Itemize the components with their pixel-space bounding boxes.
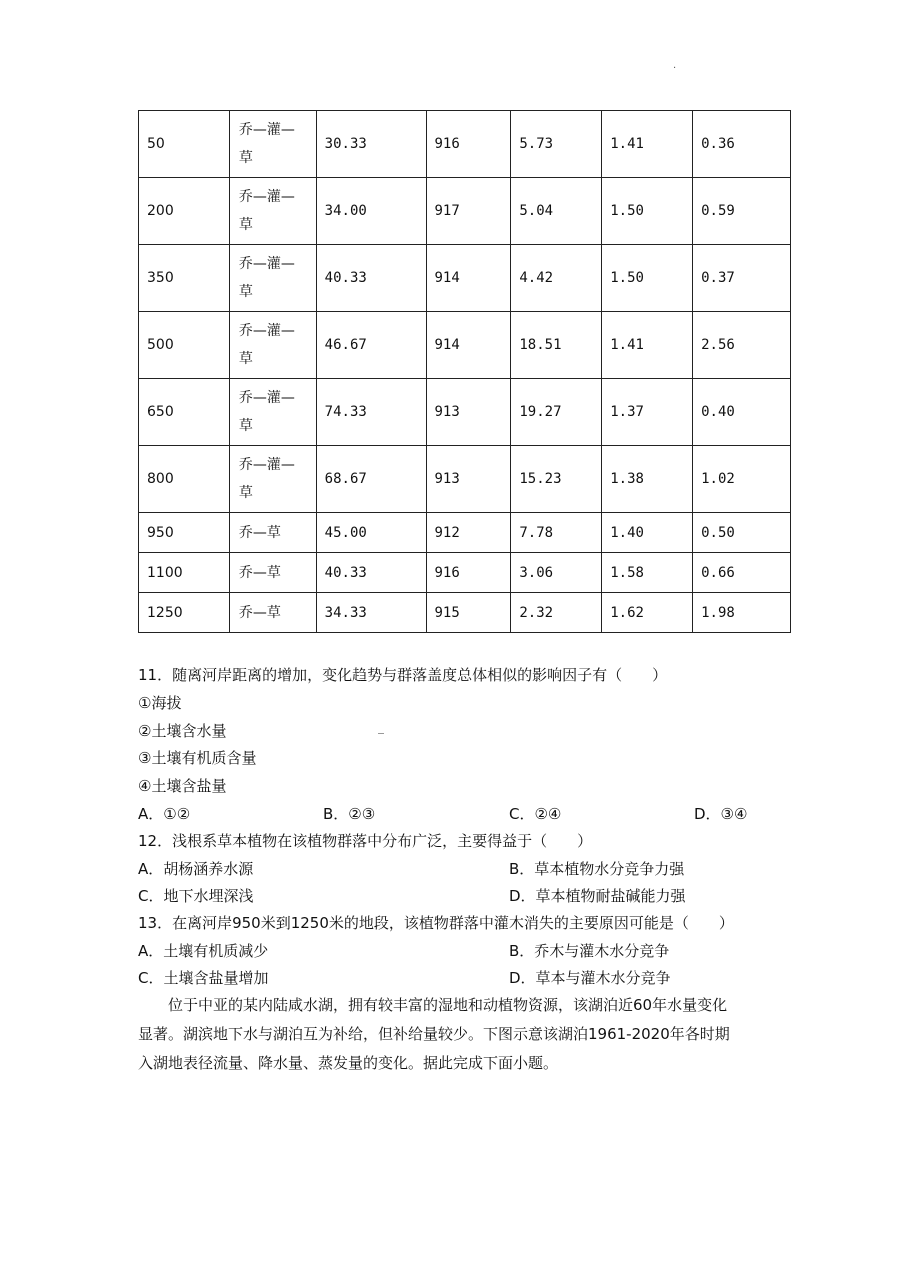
passage-line: 显著。湖滨地下水与湖泊互为补给，但补给量较少。下图示意该湖泊1961-2020年各时期 [138, 1025, 730, 1043]
question-12-stem: 12．浅根系草本植物在该植物群落中分布广泛，主要得益于（ ） [138, 832, 593, 850]
value-cell: 2.32 [511, 593, 602, 633]
value-cell: 18.51 [511, 312, 602, 379]
value-cell: 1.41 [602, 111, 693, 178]
q11-item: ④土壤含盐量 [138, 777, 227, 795]
value-cell: 913 [426, 446, 511, 513]
value-cell: 74.33 [316, 379, 426, 446]
value-cell: 5.04 [511, 178, 602, 245]
value-cell: 0.40 [693, 379, 791, 446]
value-cell: 1.40 [602, 513, 693, 553]
q12-option-c[interactable]: C．地下水埋深浅 [138, 887, 254, 905]
value-cell: 1.02 [693, 446, 791, 513]
value-cell: 914 [426, 245, 511, 312]
distance-cell: 200 [139, 178, 230, 245]
value-cell: 1.37 [602, 379, 693, 446]
distance-cell: 500 [139, 312, 230, 379]
passage-line: 位于中亚的某内陆咸水湖，拥有较丰富的湿地和动植物资源，该湖泊近60年水量变化 [138, 996, 728, 1014]
table-row [139, 111, 791, 178]
vegetation-cell: 乔—草 [229, 513, 316, 553]
value-cell: 40.33 [316, 245, 426, 312]
value-cell: 912 [426, 513, 511, 553]
value-cell: 0.50 [693, 513, 791, 553]
value-cell: 68.67 [316, 446, 426, 513]
q11-option-a[interactable]: A．①② [138, 805, 191, 823]
table-row [139, 312, 791, 379]
table-row [139, 593, 791, 633]
q13-option-c[interactable]: C．土壤含盐量增加 [138, 969, 269, 987]
distance-cell: 50 [139, 111, 230, 178]
value-cell: 46.67 [316, 312, 426, 379]
value-cell: 1.62 [602, 593, 693, 633]
q11-item: ①海拔 [138, 694, 182, 712]
q11-option-c[interactable]: C．②④ [509, 805, 562, 823]
vegetation-cell: 乔—灌— 草 [229, 312, 316, 379]
value-cell: 30.33 [316, 111, 426, 178]
distance-cell: 1100 [139, 553, 230, 593]
value-cell: 914 [426, 312, 511, 379]
value-cell: 4.42 [511, 245, 602, 312]
value-cell: 1.58 [602, 553, 693, 593]
value-cell: 15.23 [511, 446, 602, 513]
page-dot: . [673, 60, 677, 71]
value-cell: 915 [426, 593, 511, 633]
vegetation-data-table [138, 110, 791, 633]
value-cell: 1.50 [602, 245, 693, 312]
value-cell: 0.59 [693, 178, 791, 245]
q13-option-b[interactable]: B．乔木与灌木水分竞争 [509, 942, 670, 960]
question-13-stem: 13．在离河岸950米到1250米的地段，该植物群落中灌木消失的主要原因可能是（ ） [138, 914, 734, 932]
table-row [139, 245, 791, 312]
stray-mark [378, 733, 384, 734]
vegetation-cell: 乔—灌— 草 [229, 111, 316, 178]
vegetation-cell: 乔—灌— 草 [229, 178, 316, 245]
distance-cell: 650 [139, 379, 230, 446]
q12-option-d[interactable]: D．草本植物耐盐碱能力强 [509, 887, 686, 905]
vegetation-cell: 乔—灌— 草 [229, 245, 316, 312]
table-row [139, 513, 791, 553]
value-cell: 1.41 [602, 312, 693, 379]
table-row [139, 446, 791, 513]
table-row [139, 178, 791, 245]
q11-option-b[interactable]: B．②③ [323, 805, 376, 823]
vegetation-cell: 乔—灌— 草 [229, 379, 316, 446]
value-cell: 1.38 [602, 446, 693, 513]
value-cell: 34.33 [316, 593, 426, 633]
value-cell: 7.78 [511, 513, 602, 553]
vegetation-cell: 乔—草 [229, 553, 316, 593]
value-cell: 913 [426, 379, 511, 446]
passage-line: 入湖地表径流量、降水量、蒸发量的变化。据此完成下面小题。 [138, 1054, 559, 1072]
value-cell: 34.00 [316, 178, 426, 245]
q11-option-d[interactable]: D．③④ [694, 805, 748, 823]
value-cell: 2.56 [693, 312, 791, 379]
vegetation-cell: 乔—灌— 草 [229, 446, 316, 513]
value-cell: 5.73 [511, 111, 602, 178]
question-11-stem: 11．随离河岸距离的增加，变化趋势与群落盖度总体相似的影响因子有（ ） [138, 666, 668, 684]
table-row [139, 379, 791, 446]
value-cell: 916 [426, 111, 511, 178]
value-cell: 3.06 [511, 553, 602, 593]
reading-passage [138, 991, 778, 1078]
distance-cell: 800 [139, 446, 230, 513]
value-cell: 1.50 [602, 178, 693, 245]
value-cell: 916 [426, 553, 511, 593]
value-cell: 1.98 [693, 593, 791, 633]
distance-cell: 950 [139, 513, 230, 553]
q13-option-d[interactable]: D．草本与灌木水分竞争 [509, 969, 671, 987]
value-cell: 917 [426, 178, 511, 245]
value-cell: 0.66 [693, 553, 791, 593]
value-cell: 0.37 [693, 245, 791, 312]
q13-option-a[interactable]: A．土壤有机质减少 [138, 942, 269, 960]
q12-option-a[interactable]: A．胡杨涵养水源 [138, 860, 254, 878]
q11-item: ③土壤有机质含量 [138, 749, 257, 767]
distance-cell: 350 [139, 245, 230, 312]
value-cell: 40.33 [316, 553, 426, 593]
distance-cell: 1250 [139, 593, 230, 633]
q12-option-b[interactable]: B．草本植物水分竞争力强 [509, 860, 685, 878]
value-cell: 45.00 [316, 513, 426, 553]
table-row [139, 553, 791, 593]
value-cell: 19.27 [511, 379, 602, 446]
value-cell: 0.36 [693, 111, 791, 178]
vegetation-cell: 乔—草 [229, 593, 316, 633]
q11-item: ②土壤含水量 [138, 722, 227, 740]
